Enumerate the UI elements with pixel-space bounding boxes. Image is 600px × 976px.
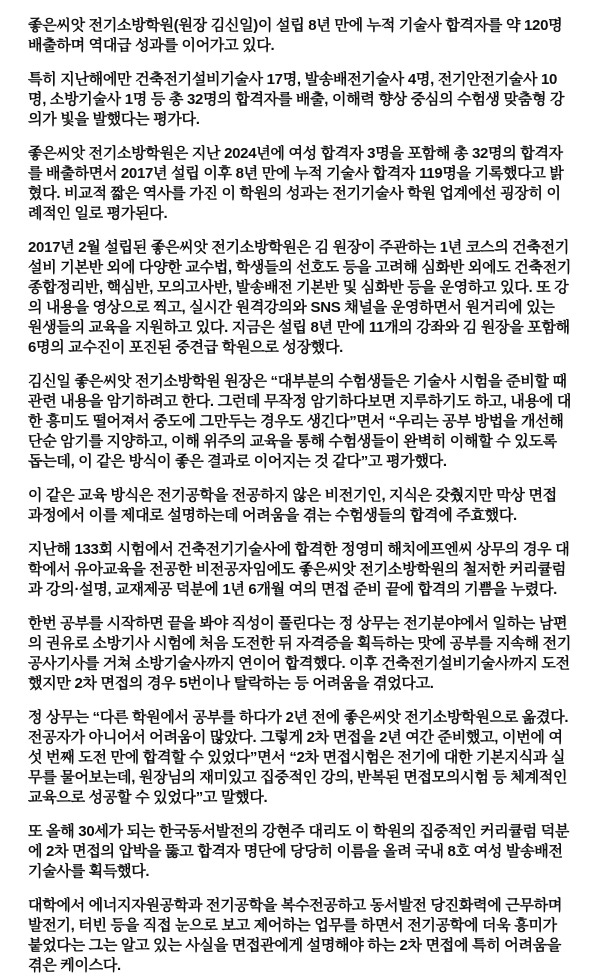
article-paragraph-1: 좋은씨앗 전기소방학원(원장 김신일)이 설립 8년 만에 누적 기술사 합격자를 약 120명 배출하며 역대급 성과를 이어가고 있다. xyxy=(28,17,563,54)
article-paragraph-11: 대학에서 에너지자원공학과 전기공학을 복수전공하고 동서발전 당진화력에 근무하며 발전기, 터빈 등을 직접 눈으로 보고 제어하는 업무를 하면서 전기공학에 더욱 흥미가 붙었다는 그는 알고 있는 사실을 면접관에게 설명해야 하는 2차 면접에 특히 어려움을 겪은 케이스다. xyxy=(28,897,563,974)
article-paragraph-8: 한번 공부를 시작하면 끝을 봐야 직성이 풀린다는 정 상무는 전기분야에서 일하는 남편의 권유로 소방기사 시험에 처음 도전한 뒤 자격증을 획득하는 맛에 공부를 지속해 전기공사기사를 거쳐 소방기술사까지 연이어 합격했다. 이후 건축전기설비기술사까지 도전했지만 2차 면접의 경우 5번이나 탈락하는 등 어려움을 겪었다고. xyxy=(28,615,572,692)
article-paragraph-4: 2017년 2월 설립된 좋은씨앗 전기소방학원은 김 원장이 주관하는 1년 코스의 건축전기설비 기본반 외에 다양한 교수법, 학생들의 선호도 등을 고려해 심화반 외에도 건축전기 종합정리반, 핵심반, 모의고사반, 발송배전 기본반 및 심화반 등을 운영하고 있다. 또 강의 내용을 영상으로 찍고, 실시간 원격강의와 SNS 채널을 운영하면서 원거리에 있는 원생들의 교육을 지원하고 있다. 지금은 설립 8년 만에 11개의 강좌와 김 원장을 포함해 6명의 교수진이 포진된 중견급 학원으로 성장했다. xyxy=(28,239,572,356)
article-paragraph-2: 특히 지난해에만 건축전기설비기술사 17명, 발송배전기술사 4명, 전기안전기술사 10명, 소방기술사 1명 등 총 32명의 합격자를 배출, 이해력 향상 중심의 수험생 맞춤형 강의가 빛을 발했다는 평가다. xyxy=(28,71,565,128)
article-paragraph-6: 이 같은 교육 방식은 전기공학을 전공하지 않은 비전기인, 지식은 갖췄지만 막상 면접 과정에서 이를 제대로 설명하는데 어려움을 겪는 수험생들의 합격에 주효했다. xyxy=(28,487,557,524)
article-paragraph-3: 좋은씨앗 전기소방학원은 지난 2024년에 여성 합격자 3명을 포함해 총 32명의 합격자를 배출하면서 2017년 설립 이후 8년 만에 누적 기술사 합격자 119명을 기록했다고 밝혔다. 비교적 짧은 역사를 가진 이 학원의 성과는 전기기술사 학원 업계에선 굉장히 이례적인 일로 평가된다. xyxy=(28,145,564,222)
article-paragraph-5: 김신일 좋은씨앗 전기소방학원 원장은 “대부분의 수험생들은 기술사 시험을 준비할 때 관련 내용을 암기하려고 한다. 그런데 무작정 암기하다보면 지루하기도 하고, 내용에 대한 흥미도 떨어져서 중도에 그만두는 경우도 생긴다”면서 “우리는 공부 방법을 개선해 단순 암기를 지양하고, 이해 위주의 교육을 통해 수험생들이 완벽히 이해할 수 있도록 돕는데, 이 같은 방식이 좋은 결과로 이어지는 것 같다”고 평가했다. xyxy=(28,373,572,470)
article-paragraph-10: 또 올해 30세가 되는 한국동서발전의 강현주 대리도 이 학원의 집중적인 커리큘럼 덕분에 2차 면접의 압박을 뚫고 합격자 명단에 당당히 이름을 올려 국내 8호 여성 발송배전기술사를 획득했다. xyxy=(28,823,570,880)
article-paragraph-9: 정 상무는 “다른 학원에서 공부를 하다가 2년 전에 좋은씨앗 전기소방학원으로 옮겼다. 전공자가 아니어서 어려움이 많았다. 그렇게 2차 면접을 2년 여간 준비했고, 이번에 여섯 번째 도전 만에 합격할 수 있었다”면서 “2차 면접시험은 전기에 대한 기본지식과 실무를 물어보는데, 원장님의 재미있고 집중적인 강의, 반복된 면접모의시험 등 체계적인 교육으로 성공할 수 있었다”고 말했다. xyxy=(28,709,569,806)
article-paragraph-7: 지난해 133회 시험에서 건축전기기술사에 합격한 정영미 해치에프엔씨 상무의 경우 대학에서 유아교육을 전공한 비전공자임에도 좋은씨앗 전기소방학원의 철저한 커리큘럼과 강의·설명, 교재제공 덕분에 1년 6개월 여의 면접 준비 끝에 합격의 기쁨을 누렸다. xyxy=(28,541,570,598)
